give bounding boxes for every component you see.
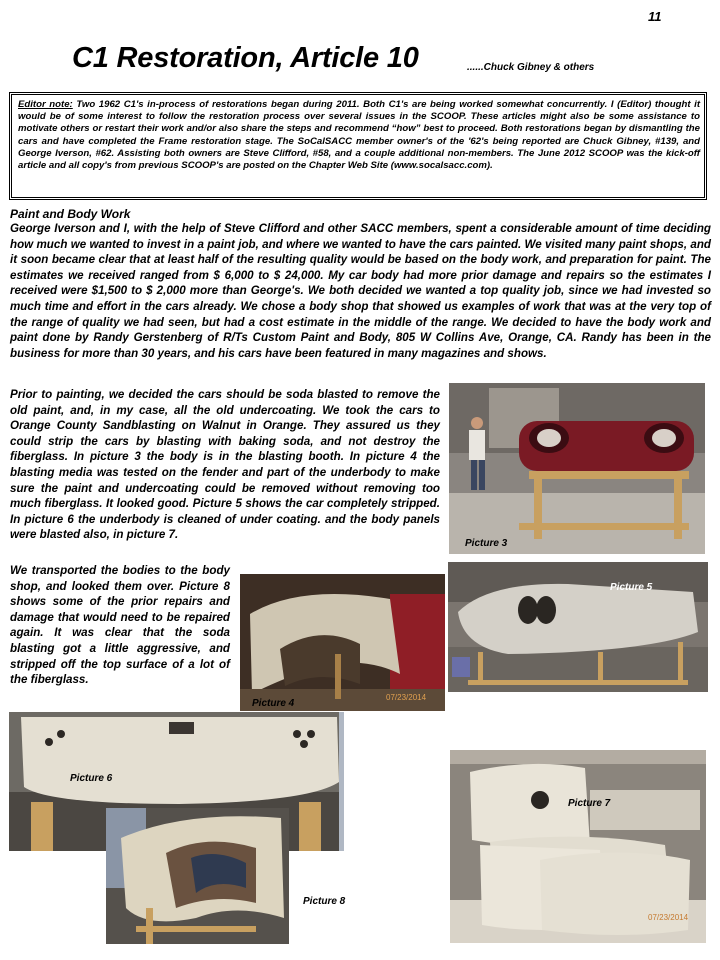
picture-8-photo — [106, 808, 289, 944]
picture-8-caption: Picture 8 — [303, 896, 346, 907]
editor-note-box — [9, 92, 707, 200]
picture-3-caption: Picture 3 — [465, 538, 508, 549]
paragraph-intro: George Iverson and I, with the help of Steve Clifford and other SACC members, spent a considerable amount of time deciding how much we wanted to invest in a paint job, and where we wanted to have the cars painted. We visited many paint shops, and it soon became clear that at least half of the resulting quality would be based on the body work, and preparation for paint. The estimates we received ranged from $ 6,000 to $ 24,000. My car body had more prior damage and repairs so the estimates I received were $1,500 to $ 2,000 more than George's. We both decided we wanted a top quality job, since we had invested so much time and effort in the cars already. We chose a body shop that showed us examples of work that was at the very top of the range of quality we had seen, but had a cost estimate in the middle of the range. We decided to have the body work and paint done by Randy Gerstenberg of R/Ts Custom Paint and Body, 805 W Collins Ave, Orange, CA. Randy has been in the business for more than 30 years, and his cars have been featured in many magazines and shows. — [10, 222, 711, 360]
picture-4-date-stamp: 07/23/2014 — [386, 693, 427, 702]
byline: ......Chuck Gibney & others — [467, 62, 595, 73]
editor-note-label: Editor note: — [18, 99, 73, 110]
picture-4-caption: Picture 4 — [252, 698, 295, 709]
editor-note-text: Two 1962 C1's in-process of restorations began during 2011. Both C1's are being worked somewhat concurrently. I (Editor) thought it would be of some interest to follow the restoration process over several issues in the SCOOP. These articles might also be some assistance to motivate others or restart their work and/or also share the steps and recommend “how” best to proceed. Both restorations began by dismantling the cars and have completed the Frame restoration stage. The SoCalSACC member owner's of the '62's being reported are Chuck Gibney, #139, and George Iverson, #62. Assisting both owners are Steve Clifford, #58, and a couple additional non-members. The June 2012 SCOOP was the kick-off article and all copy's from previous SCOOP's are posted on the Chapter Web Site (www.socalsacc.com). — [18, 99, 701, 172]
paragraph-body-shop: We transported the bodies to the body shop, and looked them over. Picture 8 shows some of the prior repairs and damage that would need to be repaired again. It was clear that the soda blasting got a little aggressive, and stripped off the top surface of a lot of the fiberglass. — [10, 564, 230, 687]
section-heading: Paint and Body Work — [10, 207, 131, 221]
picture-5-caption: Picture 5 — [610, 582, 653, 593]
editor-note — [18, 99, 700, 172]
picture-7-caption: Picture 7 — [568, 798, 611, 809]
picture-6-caption: Picture 6 — [70, 773, 113, 784]
picture-3-photo — [449, 383, 705, 554]
paragraph-soda-blasting: Prior to painting, we decided the cars should be soda blasted to remove the old paint, and, in my case, all the old undercoating. We took the cars to Orange County Sandblasting on Walnut in Orange. They assured us they could strip the cars by blasting with baking soda, and not destroy the fiberglass. In picture 3 the body is in the blasting booth. In picture 4 the blasting media was tested on the fender and part of the underbody to make sure the paint and undercoating could be removed without removing too much fiberglass. It looked good. Picture 5 shows the car completely stripped. In picture 6 the underbody is cleaned of under coating. and the body panels were blasted also, in picture 7. — [10, 388, 440, 542]
page-number: 11 — [648, 9, 662, 24]
picture-7-date-stamp: 07/23/2014 — [648, 913, 689, 922]
article-title: C1 Restoration, Article 10 — [72, 42, 419, 74]
picture-4-photo — [240, 574, 445, 711]
picture-7-photo — [450, 750, 706, 943]
picture-5-photo — [448, 562, 708, 692]
